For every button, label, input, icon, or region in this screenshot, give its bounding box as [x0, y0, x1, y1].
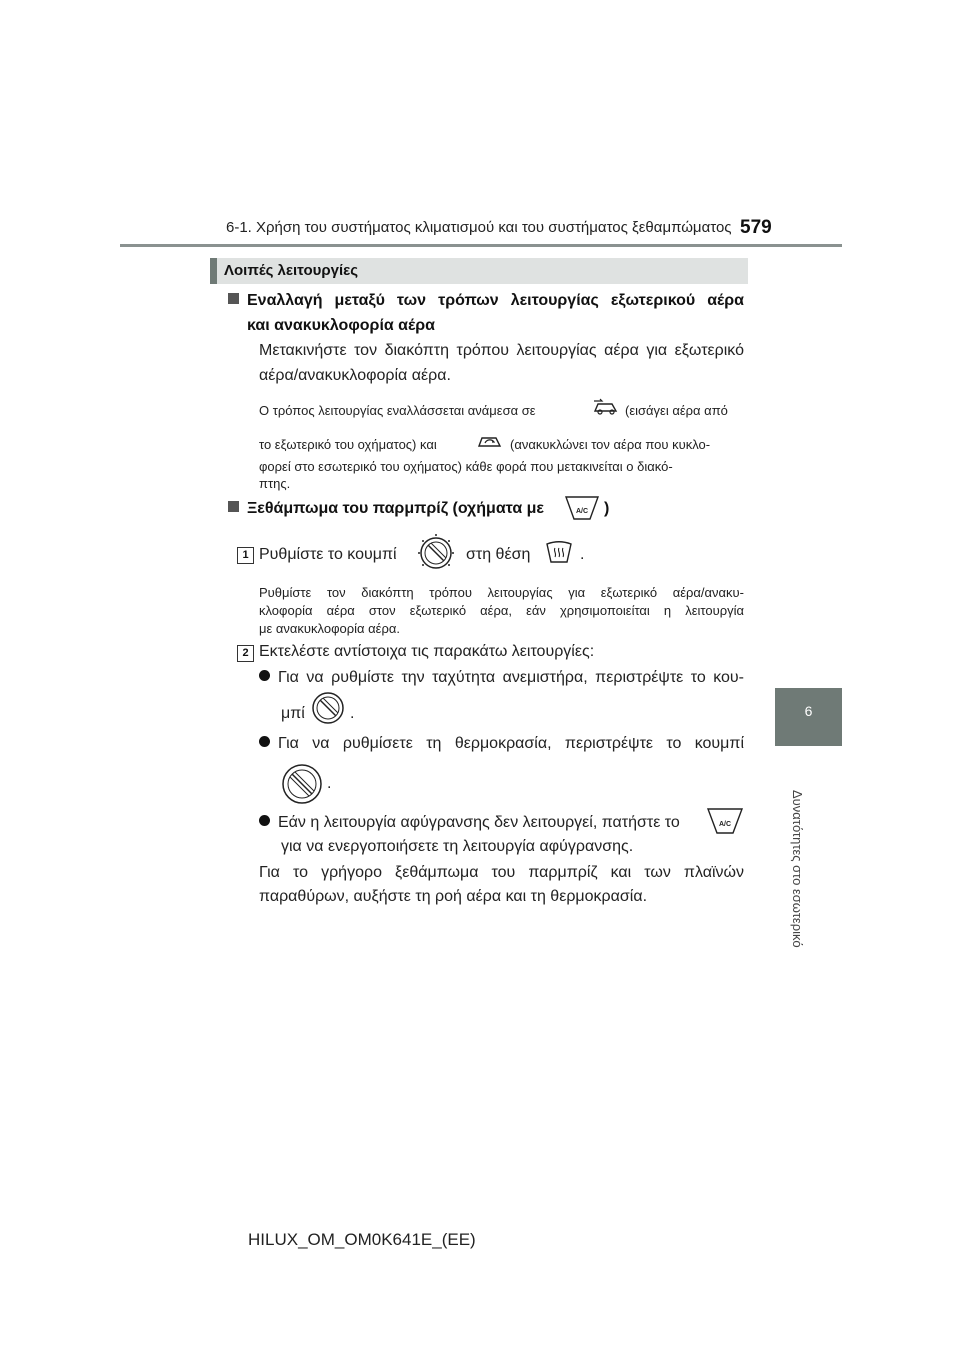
ac-button-icon — [564, 494, 600, 522]
square-bullet-icon — [228, 501, 239, 512]
final-tip: Για το γρήγορο ξεθάμπωμα του παρμπρίζ και των πλαϊνών — [259, 864, 744, 881]
chapter-tab-number: 6 — [804, 703, 813, 719]
bullet-icon — [259, 670, 270, 681]
step1-text-b: στη θέση — [466, 546, 531, 563]
fan-speed-knob-icon — [310, 690, 346, 726]
document-code: HILUX_OM_OM0K641E_(EE) — [248, 1230, 476, 1249]
ac-button-icon — [706, 806, 744, 836]
block1-heading: Εναλλαγή μεταξύ των τρόπων λειτουργίας εξωτερικού αέρα — [228, 292, 744, 310]
note-text: Ο τρόπος λειτουργίας εναλλάσσεται ανάμεσα σε — [259, 403, 536, 418]
block1-body: Μετακινήστε τον διακόπτη τρόπου λειτουργίας αέρα για εξωτερικό — [259, 342, 744, 359]
bullet-icon — [259, 736, 270, 747]
chapter-tab-label: Δυνατότητες στο εσωτερικό — [790, 790, 805, 948]
step2-text: Εκτελέστε αντίστοιχα τις παρακάτω λειτουργίες: — [259, 643, 595, 660]
block1-heading-cont: και ανακυκλοφορία αέρα — [247, 317, 435, 334]
block2-heading-close: ) — [604, 500, 610, 517]
mode-knob-icon — [414, 531, 458, 575]
chapter-title: 6-1. Χρήση του συστήματος κλιματισμού και του συστήματος ξεθαμπώματος — [226, 219, 732, 236]
bullet-dehumidify: Εάν η λειτουργία αφύγρανσης δεν λειτουργεί, πατήστε το — [259, 814, 680, 832]
bullet-fan-speed-cont: μπί — [281, 705, 305, 722]
header-divider — [120, 244, 842, 247]
note-text: το εξωτερικό του οχήματος) και — [259, 437, 437, 452]
windshield-defog-icon — [545, 540, 573, 566]
step-number: 1 — [237, 547, 254, 564]
note-text: (εισάγει αέρα από — [625, 403, 728, 418]
svg-text:A/C: A/C — [575, 508, 589, 515]
block2-heading: Ξεθάμπωμα του παρμπρίζ (οχήματα με — [228, 500, 544, 518]
note-text: (ανακυκλώνει τον αέρα που κυκλο- — [510, 437, 711, 452]
bullet-dehumidify-cont: για να ενεργοποιήσετε τη λειτουργία αφύγρανσης. — [281, 838, 634, 855]
step1-note: με ανακυκλοφορία αέρα. — [259, 621, 400, 636]
recirculation-icon — [476, 431, 504, 451]
note-text: πτης. — [259, 476, 291, 491]
square-bullet-icon — [228, 293, 239, 304]
bullet-icon — [259, 815, 270, 826]
page-number: 579 — [740, 217, 772, 238]
step1-text: Ρυθμίστε το κουμπί — [259, 546, 397, 563]
step-number: 2 — [237, 645, 254, 662]
bullet-fan-speed-end: . — [350, 705, 355, 722]
block1-body-cont: αέρα/ανακυκλοφορία αέρα. — [259, 367, 451, 384]
note-text: φορεί στο εσωτερικό του οχήματος) κάθε φορά που μετακινείται ο διακό- — [259, 459, 673, 474]
temperature-knob-icon — [280, 762, 324, 806]
bullet-fan-speed: Για να ρυθμίστε την ταχύτητα ανεμιστήρα, περιστρέψτε το κου- — [259, 669, 744, 687]
step1-note: Ρυθμίστε τον διακόπτη τρόπου λειτουργίας για εξωτερικό αέρα/ανακυ- — [259, 585, 744, 600]
step1-text-c: . — [580, 546, 585, 563]
final-tip-cont: παραθύρων, αυξήστε τη ροή αέρα και τη θερμοκρασία. — [259, 888, 648, 905]
step1-note: κλοφορία αέρα στον εξωτερικό αέρα, εάν χρησιμοποιείται η λειτουργία — [259, 603, 744, 618]
outside-air-icon — [592, 397, 620, 417]
bullet-temperature: Για να ρυθμίσετε τη θερμοκρασία, περιστρέψτε το κουμπί — [259, 735, 744, 753]
section-title: Λοιπές λειτουργίες — [224, 262, 359, 279]
svg-text:A/C: A/C — [718, 821, 732, 828]
bullet-temperature-end: . — [327, 775, 332, 792]
